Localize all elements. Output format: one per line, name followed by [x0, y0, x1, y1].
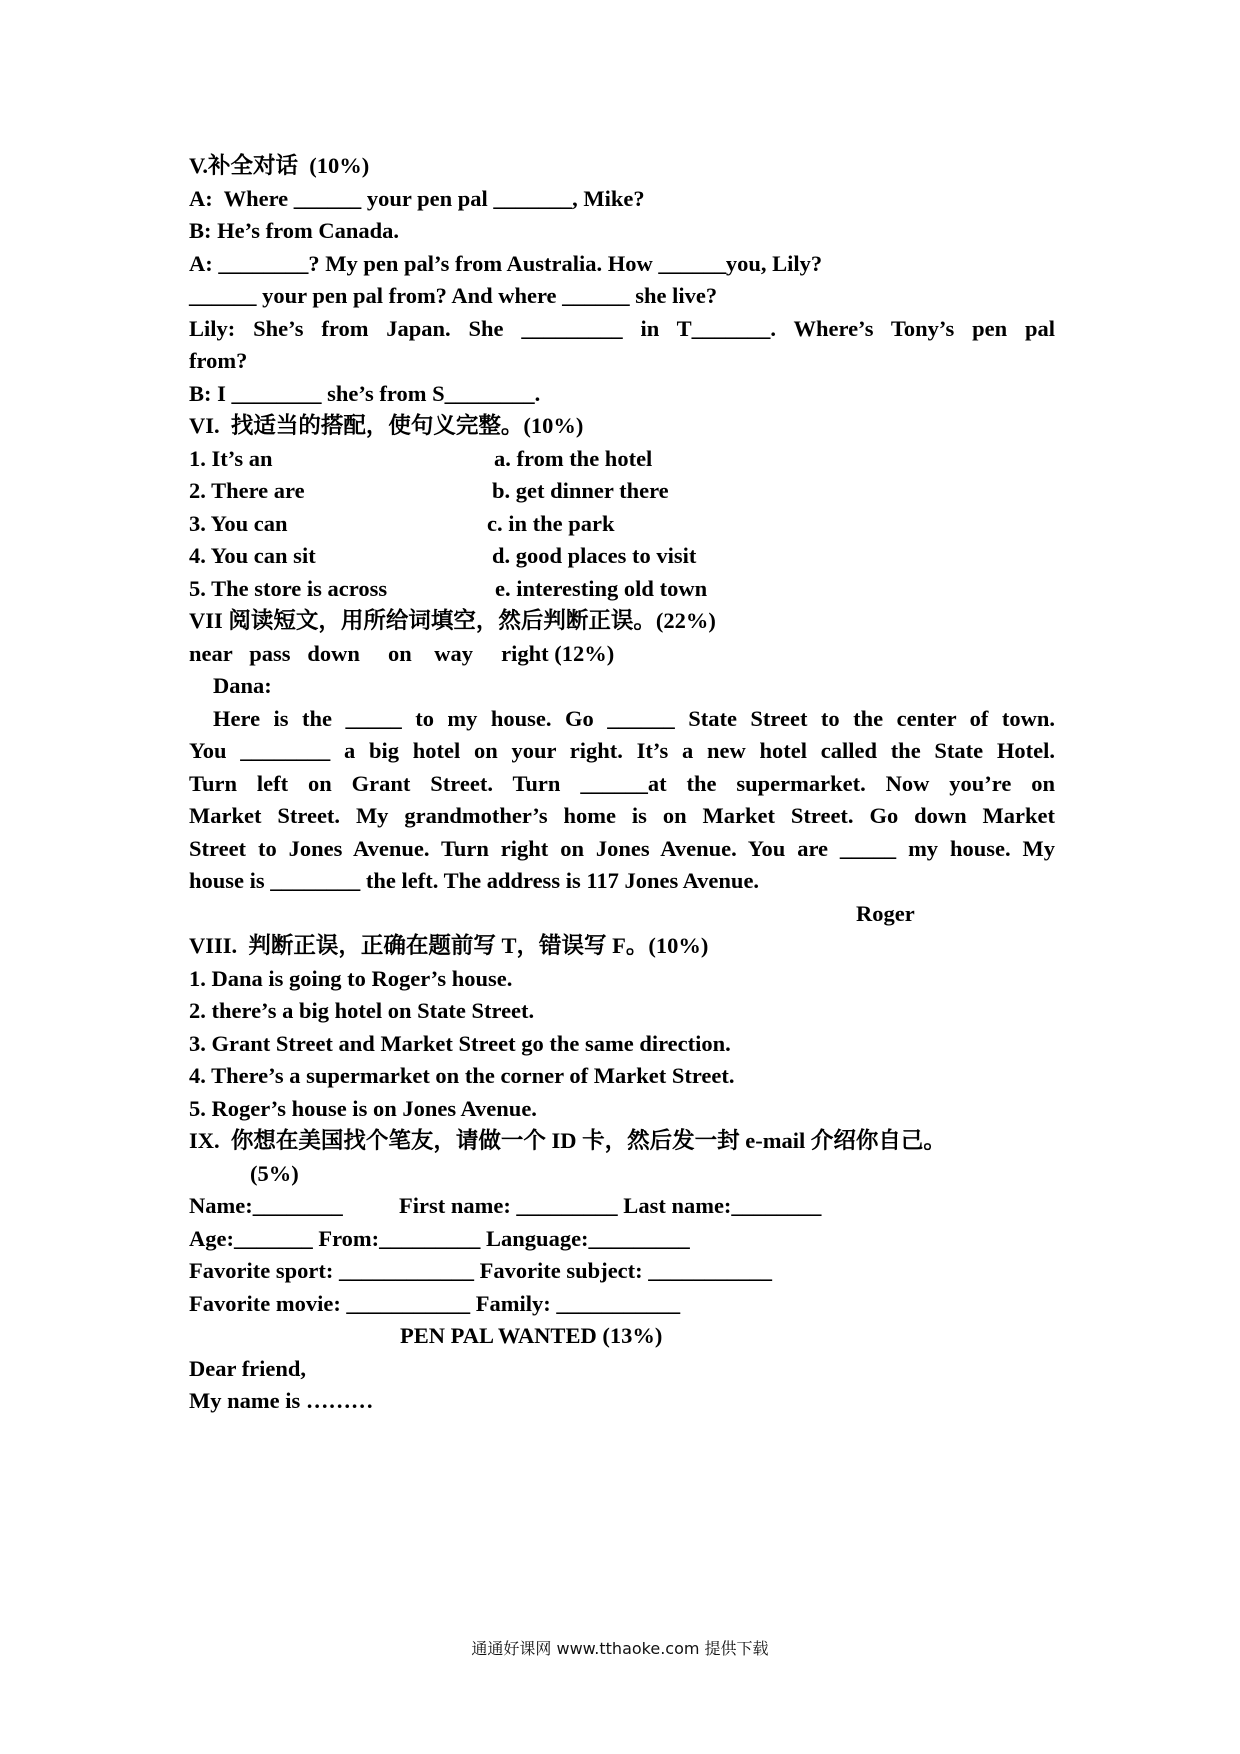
id-card-line: Age:_______ From:_________ Language:_________: [189, 1226, 690, 1251]
match-right-item: b. get dinner there: [492, 478, 669, 503]
dialogue-line: A: ________? My pen pal’s from Australia. How ______you, Lily?: [189, 251, 823, 276]
id-card-line: Name:________ First name: _________ Last name:________: [189, 1193, 822, 1218]
id-card-line: Favorite movie: ___________ Family: ___________: [189, 1291, 681, 1316]
passage-line: Here is the _____ to my house. Go ______ State Street to the center of town.: [213, 706, 1055, 731]
dialogue-line: from?: [189, 348, 248, 373]
true-false-item: 5. Roger’s house is on Jones Avenue.: [189, 1096, 537, 1121]
passage-line: You ________ a big hotel on your right. It’s a new hotel called the State Hotel.: [189, 738, 1055, 763]
match-right-item: c. in the park: [487, 511, 615, 536]
true-false-item: 4. There’s a supermarket on the corner of Market Street.: [189, 1063, 735, 1088]
letter-greeting: Dana:: [213, 673, 272, 698]
dialogue-line: Lily: She’s from Japan. She _________ in T_______. Where’s Tony’s pen pal: [189, 316, 1055, 341]
true-false-item: 2. there’s a big hotel on State Street.: [189, 998, 535, 1023]
passage-line: Market Street. My grandmother’s home is on Market Street. Go down Market: [189, 803, 1055, 828]
section-9-heading: IX. 你想在美国找个笔友，请做一个 ID 卡，然后发一封 e-mail 介绍你自己。: [189, 1128, 946, 1153]
dialogue-line: ______ your pen pal from? And where ______ she live?: [189, 283, 718, 308]
id-card-line: Favorite sport: ____________ Favorite subject: ___________: [189, 1258, 773, 1283]
section-5-heading: V.补全对话 (10%): [189, 153, 370, 178]
passage-line: Turn left on Grant Street. Turn ______at the supermarket. Now you’re on: [189, 771, 1055, 796]
dialogue-line: B: I ________ she’s from S________.: [189, 381, 541, 406]
true-false-item: 1. Dana is going to Roger’s house.: [189, 966, 513, 991]
match-right-item: a. from the hotel: [494, 446, 653, 471]
letter-line: My name is ………: [189, 1388, 374, 1413]
match-right-item: e. interesting old town: [495, 576, 708, 601]
section-8-heading: VIII. 判断正误，正确在题前写 T，错误写 F。(10%): [189, 933, 709, 958]
dialogue-line: A: Where ______ your pen pal _______, Mike?: [189, 186, 645, 211]
page-footer: 通通好课网 www.tthaoke.com 提供下载: [471, 1639, 769, 1658]
true-false-item: 3. Grant Street and Market Street go the same direction.: [189, 1031, 731, 1056]
match-right-item: d. good places to visit: [492, 543, 697, 568]
match-left-item: 5. The store is across: [189, 576, 388, 601]
section-7-heading: VII 阅读短文，用所给词填空，然后判断正误。(22%): [189, 608, 716, 633]
letter-signature: Roger: [856, 901, 915, 926]
match-left-item: 1. It’s an: [189, 446, 273, 471]
dialogue-line: B: He’s from Canada.: [189, 218, 399, 243]
match-left-item: 4. You can sit: [189, 543, 316, 568]
word-bank: near pass down on way right (12%): [189, 641, 615, 666]
section-9-score: (5%): [250, 1161, 299, 1186]
section-6-heading: VI. 找适当的搭配，使句义完整。(10%): [189, 413, 584, 438]
match-left-item: 2. There are: [189, 478, 305, 503]
letter-line: Dear friend,: [189, 1356, 307, 1381]
match-left-item: 3. You can: [189, 511, 288, 536]
pen-pal-title: PEN PAL WANTED (13%): [400, 1323, 663, 1348]
passage-line: Street to Jones Avenue. Turn right on Jones Avenue. You are _____ my house. My: [189, 836, 1055, 861]
passage-line: house is ________ the left. The address is 117 Jones Avenue.: [189, 868, 760, 893]
